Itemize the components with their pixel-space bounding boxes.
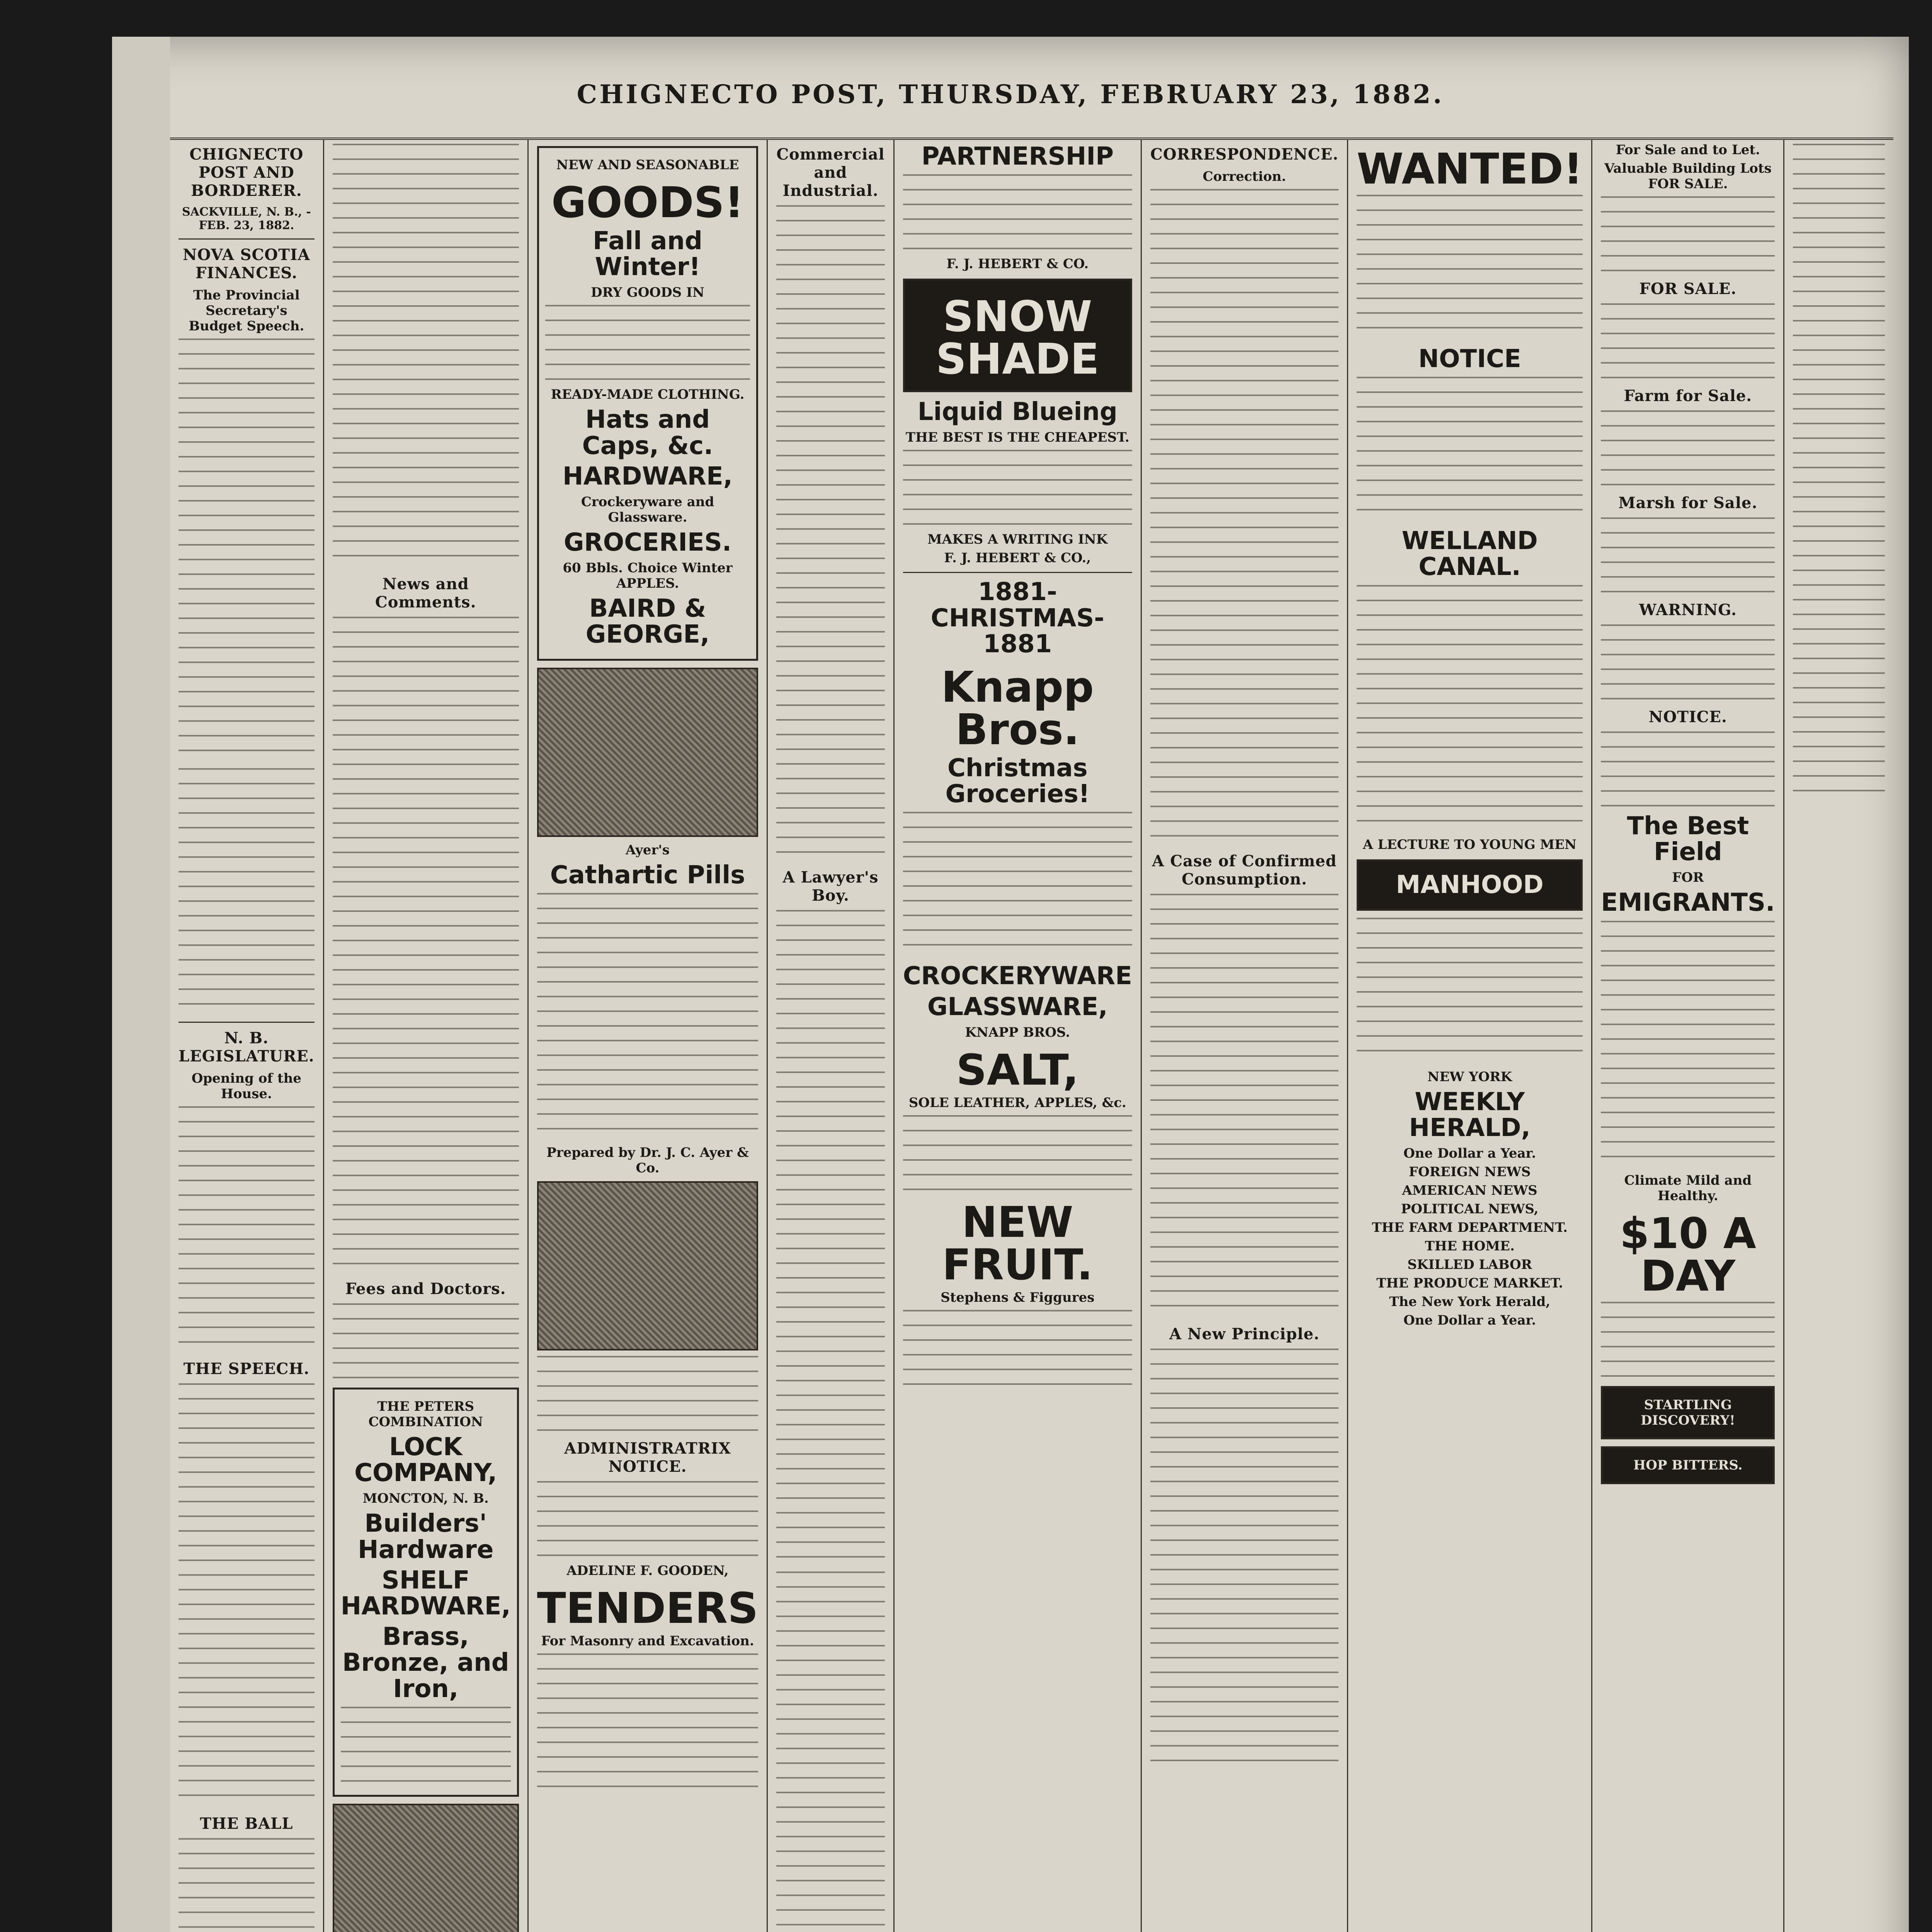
divider xyxy=(179,238,315,240)
article-text xyxy=(179,1106,315,1354)
ad-title: SHELF HARDWARE, xyxy=(340,1566,511,1621)
ad-title: NEW FRUIT. xyxy=(942,1197,1093,1289)
ad-line: KNAPP BROS. xyxy=(965,1024,1070,1040)
notice-heading: ADMINISTRATRIX NOTICE. xyxy=(564,1439,731,1476)
ad-line: The New York Herald, xyxy=(1389,1294,1551,1310)
ad-title: GLASSWARE, xyxy=(927,992,1108,1021)
ad-title: $10 A DAY xyxy=(1619,1208,1756,1301)
ad-line: F. J. HEBERT & CO. xyxy=(946,256,1089,272)
article-text xyxy=(776,1571,884,1932)
ad-text xyxy=(903,812,1132,959)
divider xyxy=(903,572,1132,573)
article-text xyxy=(179,1383,315,1808)
column-7 xyxy=(1348,139,1592,1932)
article-text xyxy=(776,910,884,1567)
ad-line: READY-MADE CLOTHING. xyxy=(551,387,745,403)
ad-title: Builders' Hardware xyxy=(357,1509,494,1564)
advertisement xyxy=(537,146,759,661)
article-subheading: Opening of the House. xyxy=(191,1071,301,1102)
saw-illustration xyxy=(333,1804,519,1932)
ad-title: EMIGRANTS. xyxy=(1601,888,1775,917)
ad-title: SALT, xyxy=(956,1045,1079,1095)
advertisement-black xyxy=(903,279,1132,392)
article-heading: CORRESPONDENCE. xyxy=(1150,145,1339,163)
ad-line: THE BEST IS THE CHEAPEST. xyxy=(905,430,1129,446)
advertisement-black xyxy=(1601,1446,1775,1484)
ad-title: Christmas Groceries! xyxy=(945,753,1090,809)
article-text xyxy=(179,338,315,764)
ad-text xyxy=(903,174,1132,252)
ad-line: For Sale and to Let. xyxy=(1616,142,1760,158)
ad-title: WEEKLY HERALD, xyxy=(1409,1087,1531,1142)
article-text xyxy=(1793,144,1885,801)
column-3 xyxy=(529,139,768,1932)
article-subheading: Correction. xyxy=(1202,169,1286,184)
ad-line: THE HOME. xyxy=(1425,1238,1515,1254)
ad-text xyxy=(1601,731,1775,809)
ad-title: MANHOOD xyxy=(1396,870,1544,899)
ad-text xyxy=(1601,624,1775,702)
advertisement-black xyxy=(1357,859,1583,911)
article-subheading: The Provincial Secretary's Budget Speech. xyxy=(189,287,304,334)
ad-heading: Marsh for Sale. xyxy=(1618,494,1758,512)
ad-title: NOTICE xyxy=(1418,345,1521,373)
ad-title: WELLAND CANAL. xyxy=(1401,527,1538,582)
article-heading: A New Principle. xyxy=(1169,1325,1320,1343)
ad-title: CROCKERYWARE xyxy=(903,962,1133,991)
article-heading: THE SPEECH. xyxy=(183,1360,310,1378)
article-text xyxy=(333,1303,519,1381)
ad-title: PARTNERSHIP xyxy=(921,142,1114,171)
divider xyxy=(179,1022,315,1023)
ad-line: NEW YORK xyxy=(1427,1069,1512,1085)
columns xyxy=(170,139,1893,1932)
ad-line: POLITICAL NEWS, xyxy=(1401,1201,1539,1217)
article-text xyxy=(179,768,315,1015)
ad-heading: WARNING. xyxy=(1639,601,1737,619)
ad-line: F. J. HEBERT & CO., xyxy=(944,550,1091,566)
ad-title: Cathartic Pills xyxy=(550,861,745,889)
column-8 xyxy=(1592,139,1784,1932)
advertisement-black xyxy=(1601,1386,1775,1439)
ad-text xyxy=(1601,921,1775,1168)
ad-text xyxy=(1601,517,1775,595)
ad-line: STARTLING DISCOVERY! xyxy=(1640,1397,1735,1428)
ad-heading: Farm for Sale. xyxy=(1624,387,1752,405)
ad-title: TENDERS xyxy=(537,1583,759,1633)
notice-text xyxy=(537,1481,759,1558)
ad-line: THE FARM DEPARTMENT. xyxy=(1372,1220,1568,1236)
ad-title: BAIRD & GEORGE, xyxy=(585,594,710,649)
ad-line: THE PRODUCE MARKET. xyxy=(1376,1276,1563,1291)
ad-text xyxy=(1601,303,1775,381)
ad-text xyxy=(903,450,1132,527)
article-heading: A Lawyer's Boy. xyxy=(782,868,879,905)
ad-title: The Best Field xyxy=(1627,812,1749,867)
paper-dateline: SACKVILLE, N. B., - FEB. 23, 1882. xyxy=(182,205,311,232)
article-text xyxy=(333,617,519,1274)
ad-line: THE PETERS COMBINATION xyxy=(368,1399,483,1430)
ad-title: HARDWARE, xyxy=(563,462,733,491)
ad-text xyxy=(1357,377,1583,524)
masthead xyxy=(112,37,1909,129)
ayers-illustration xyxy=(537,668,759,837)
ad-line: Climate Mild and Healthy. xyxy=(1624,1172,1752,1204)
ad-text xyxy=(1357,195,1583,342)
ad-text xyxy=(537,1653,759,1800)
ad-title: SNOW SHADE xyxy=(935,292,1099,384)
article-heading: N. B. LEGISLATURE. xyxy=(179,1029,315,1065)
ad-line: For Masonry and Excavation. xyxy=(541,1633,754,1649)
ad-line: Stephens & Figgures xyxy=(940,1289,1095,1305)
article-text xyxy=(333,144,519,569)
article-text xyxy=(776,205,884,862)
article-heading: A Case of Confirmed Consumption. xyxy=(1152,852,1337,888)
ad-title: WANTED! xyxy=(1357,144,1583,194)
ad-text xyxy=(1601,410,1775,488)
article-heading: THE BALL xyxy=(200,1815,293,1833)
ad-line: A LECTURE TO YOUNG MEN xyxy=(1363,837,1577,852)
ad-text xyxy=(1601,1302,1775,1379)
column-5 xyxy=(895,139,1142,1932)
ad-line: Ayer's xyxy=(626,842,670,858)
ad-line: MAKES A WRITING INK xyxy=(927,532,1108,548)
column-4 xyxy=(768,139,894,1932)
ad-text xyxy=(1357,918,1583,1065)
ad-heading: FOR SALE. xyxy=(1639,280,1737,298)
article-heading: Commercial and Industrial. xyxy=(776,145,885,200)
column-9 xyxy=(1784,139,1893,1932)
paper-name: CHIGNECTO POST AND BORDERER. xyxy=(189,145,304,200)
article-heading: News and Comments. xyxy=(375,575,476,611)
ad-line: One Dollar a Year. xyxy=(1403,1313,1536,1328)
newspaper-page xyxy=(112,37,1909,1932)
article-text xyxy=(1150,894,1338,1319)
ad-title: Brass, Bronze, and Iron, xyxy=(342,1622,509,1703)
ad-line: NEW AND SEASONABLE xyxy=(556,157,739,173)
page-margin xyxy=(112,37,170,1932)
article-heading: NOVA SCOTIA FINANCES. xyxy=(182,246,310,282)
ad-line: SKILLED LABOR xyxy=(1407,1257,1532,1273)
column-2 xyxy=(324,139,529,1932)
ad-text xyxy=(341,1707,511,1784)
advertisement xyxy=(333,1388,519,1797)
ad-title: Hats and Caps, &c. xyxy=(582,405,713,460)
ad-title: GROCERIES. xyxy=(563,528,732,557)
grist-mill-illustration xyxy=(537,1181,759,1350)
article-heading: Fees and Doctors. xyxy=(345,1280,506,1298)
ad-title: 1881-CHRISTMAS-1881 xyxy=(930,578,1104,658)
ad-line: One Dollar a Year. xyxy=(1403,1146,1536,1162)
ad-text xyxy=(537,893,759,1140)
ad-heading: NOTICE. xyxy=(1648,708,1727,726)
ad-line: MONCTON, N. B. xyxy=(362,1491,489,1507)
ad-text xyxy=(545,305,750,382)
ad-text xyxy=(903,1115,1132,1192)
ad-line: FOREIGN NEWS xyxy=(1408,1164,1531,1180)
notice-signature: ADELINE F. GOODEN, xyxy=(566,1563,729,1578)
ad-text xyxy=(1357,585,1583,832)
ad-text xyxy=(903,1310,1132,1387)
ad-line: Prepared by Dr. J. C. Ayer & Co. xyxy=(546,1145,749,1176)
ad-title: GOODS! xyxy=(551,178,744,227)
ad-line: Valuable Building Lots FOR SALE. xyxy=(1604,161,1772,192)
ad-title: Fall and Winter! xyxy=(593,227,702,282)
ad-line: 60 Bbls. Choice Winter APPLES. xyxy=(563,560,733,592)
column-1 xyxy=(170,139,324,1932)
ad-title: Liquid Blueing xyxy=(917,398,1117,427)
article-text xyxy=(1150,189,1338,846)
article-text xyxy=(1150,1349,1338,1774)
ad-line: SOLE LEATHER, APPLES, &c. xyxy=(908,1095,1126,1111)
ad-line: DRY GOODS IN xyxy=(591,285,704,301)
ad-text xyxy=(537,1356,759,1433)
ad-line: AMERICAN NEWS xyxy=(1402,1183,1537,1199)
ad-title: LOCK COMPANY, xyxy=(354,1433,497,1488)
ad-text xyxy=(1601,196,1775,274)
ad-line: HOP BITTERS. xyxy=(1633,1457,1743,1473)
page-title: CHIGNECTO POST, THURSDAY, FEBRUARY 23, 1882. xyxy=(577,79,1444,109)
article-text xyxy=(179,1838,315,1932)
column-6 xyxy=(1142,139,1348,1932)
ad-title: Knapp Bros. xyxy=(941,662,1094,754)
ad-line: FOR xyxy=(1672,870,1704,886)
ad-line: Crockeryware and Glassware. xyxy=(581,494,714,525)
